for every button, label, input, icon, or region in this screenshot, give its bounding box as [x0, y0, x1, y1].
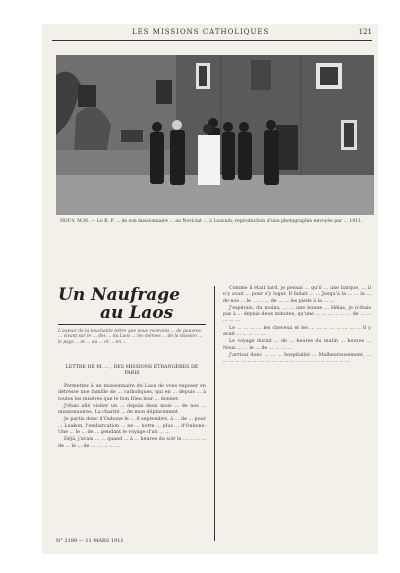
paragraph: Permettez à un missionnaire du Laos de vous exposer en détresse une famille de ... catholiques, qui en ... depuis ... à toutes les misères que le bon Dieu leur ... donner. [58, 384, 206, 402]
photo-caption: NOUV. M.M. — Le R. P. ... de son missionnaire ... au Noviciat ... à Louvain; reproduction d'une photographie envoyée par ... 1911. [60, 219, 363, 224]
headline-line-1: Un Naufrage [58, 285, 181, 305]
missionaries-photograph [56, 55, 374, 215]
paragraph: J'espérais, du moins, ... ... une bonne ... Hélas, je n'étais pas à ... depuis deux minutes, qu'une ... ... ... ... ... ... de ... ... ... ... ... [223, 305, 371, 324]
left-column [58, 384, 206, 451]
letter-subhead: LETTRE DE M. ... , DES MISSIONS ÉTRANGÈRES DE PARIS [65, 365, 199, 376]
running-title: LES MISSIONS CATHOLIQUES [132, 28, 270, 36]
paragraph: Le voyage durait ... de ... heures du matin ... heures ... Nous ... ... le ... de ... ... ... ... [223, 339, 371, 351]
column-divider [214, 286, 215, 541]
article-headline [58, 286, 208, 322]
page-number: 121 [358, 28, 372, 36]
headline-rule [58, 324, 206, 325]
newspaper-page [42, 24, 378, 554]
paragraph: J'étais allé visiter un ... depuis deux mois ... de nos ... missionnaires. La charité ... de mon déplacement. [58, 403, 206, 416]
paragraph: Déjà, j'avais ... ... quand ... à ... heures du soir le ... ... ... ... de ... le ... de ... ... ... ... ... [58, 437, 206, 449]
paragraph: J'arrivai donc ... ... ... hospitalité ... Malheureusement, ... ... ... ... ... ... ... ... ... ... ... ... ... ... ... ... ... ... ... ... ... ... [223, 352, 371, 365]
paragraph: Je partis donc d'Oubone le ... 6 septembre, à ... de ... pour ... Loakon, l'embarcation ... ne ... notre ... plus ... d'Oubone. Une ... le ... de ... pendant le voyage d'un ... ... [58, 417, 206, 436]
issue-footer: N° 2189 — 11 MARS 1911 [56, 538, 124, 544]
page-header [52, 28, 372, 38]
right-column [223, 286, 371, 367]
paragraph: Comme il était tard, je pensai ... qu'il ... une barque, ... il n'y avait ... pour s'y loger. Il fallait ... ... Jusqu'à la ... ... la ... de nos ... le ... ... ... de ... ... les pieds à la ... ... [223, 286, 371, 304]
paragraph: Le ... ... ... ... les cheveux et les ... ... ... ... ... ... ... ... Il y avait ... ... ... ... ... [223, 325, 371, 338]
headline-line-2: au Laos [100, 303, 174, 323]
header-rule [52, 40, 372, 41]
article-abstract: L'auteur de la touchante lettre que nous recevons ... de pauvres ... vivant sur le ... des ... du Laos ... les mêmes ... de la mission ... le pays ... et ... au ... et ... en ... [58, 329, 203, 345]
